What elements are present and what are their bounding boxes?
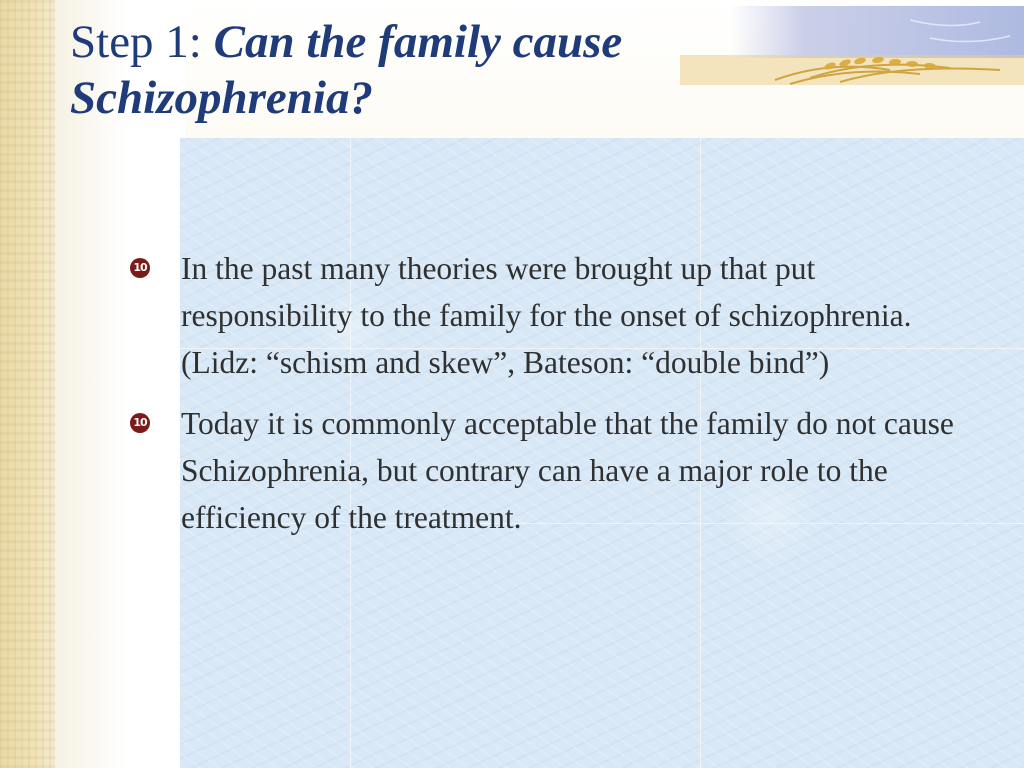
bullet-text: Today it is commonly acceptable that the family do not cause Schizophrenia, but contrary can have a major role to the efficiency of the treatment. bbox=[181, 406, 954, 535]
title-prefix: Step 1: bbox=[70, 16, 214, 68]
parchment-strip bbox=[0, 0, 55, 768]
circled-number-ten-icon: 10 bbox=[130, 258, 150, 278]
bullet-item bbox=[130, 245, 970, 386]
slide-title bbox=[70, 14, 830, 126]
circled-number-ten-icon: 10 bbox=[130, 413, 150, 433]
bullet-list bbox=[130, 245, 970, 555]
bullet-item bbox=[130, 400, 970, 541]
title-emphasis: Can the family cause Schizophrenia? bbox=[70, 16, 623, 124]
bullet-text: In the past many theories were brought up that put responsibility to the family for the onset of schizophrenia. (Lidz: “schism and skew”, Bateson: “double bind”) bbox=[181, 251, 912, 380]
